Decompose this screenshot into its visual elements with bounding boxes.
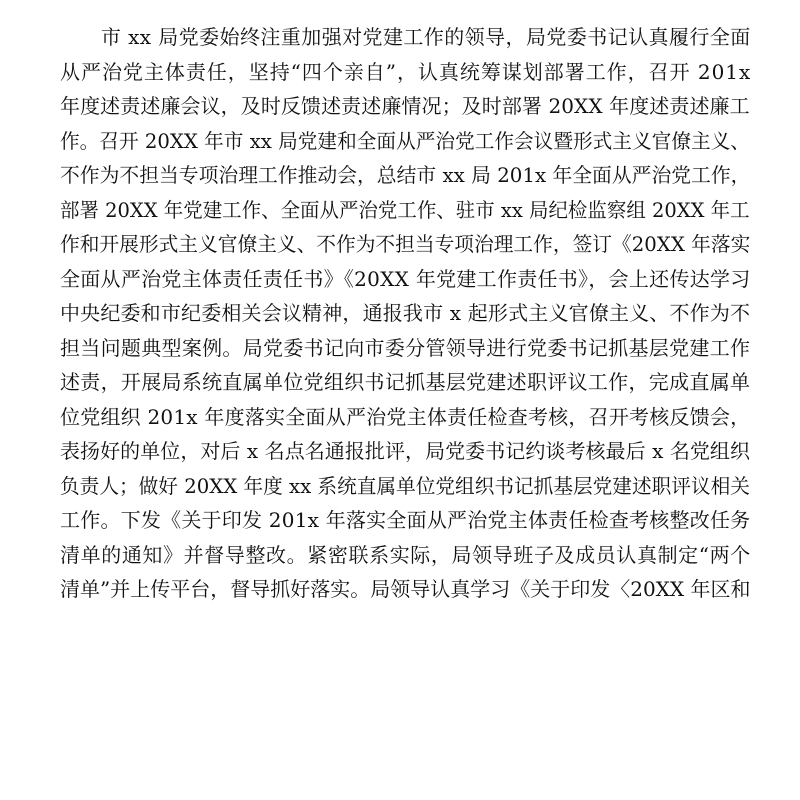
text-line-content: 负责人；做好 20XX 年度 xx 系统直属单位党组织书记抓基层党建述职评议相关 [60,473,750,498]
text-line [60,503,750,538]
text-line [60,434,750,469]
text-line [60,20,750,55]
text-line [60,296,750,331]
text-line [60,55,750,90]
text-line-content: 工作。下发《关于印发 201x 年落实全面从严治党主体责任检查考核整改任务 [60,508,751,532]
text-line-content: 清单的通知》并督导整改。紧密联系实际，局领导班子及成员认真制定“两个 [60,542,751,567]
text-line-content: 位党组织 201x 年度落实全面从严治党主体责任检查考核，召开考核反馈会， [60,404,751,429]
text-line [60,331,750,366]
text-line-content: 作。召开 20XX 年市 xx 局党建和全面从严治党工作会议暨形式主义官僚主义、 [60,128,750,153]
text-line-content: 部署 20XX 年党建工作、全面从严治党工作、驻市 xx 局纪检监察组 20XX 年工 [60,197,750,222]
text-line-content: 年度述责述廉会议，及时反馈述责述廉情况；及时部署 20XX 年度述责述廉工 [60,94,750,118]
text-line [60,193,750,228]
text-line [60,538,750,573]
text-line-content: 清单”并上传平台，督导抓好落实。局领导认真学习《关于印发〈20XX 年区和 [60,577,751,601]
text-line [60,365,750,400]
text-line [60,227,750,262]
text-line [60,89,750,124]
text-line [60,400,750,435]
text-line-content: 从严治党主体责任，坚持“四个亲自”，认真统筹谋划部署工作，召开 201x [60,59,752,84]
text-line [60,572,750,607]
text-line-content: 不作为不担当专项治理工作推动会，总结市 xx 局 201x 年全面从严治党工作， [60,163,751,187]
text-line [60,158,750,193]
text-line-content: 作和开展形式主义官僚主义、不作为不担当专项治理工作，签订《20XX 年落实 [60,232,751,256]
text-line-content: 全面从严治党主体责任责任书》《20XX 年党建工作责任书》，会上还传达学习 [60,266,751,291]
text-line [60,262,750,297]
document-body [60,20,750,607]
text-line-content: 担当问题典型案例。局党委书记向市委分管领导进行党委书记抓基层党建工作 [60,335,751,360]
text-line [60,124,750,159]
text-line-content: 市 xx 局党委始终注重加强对党建工作的领导，局党委书记认真履行全面 [60,25,751,49]
text-line-content: 中央纪委和市纪委相关会议精神，通报我市 x 起形式主义官僚主义、不作为不 [60,301,751,325]
text-line [60,469,750,504]
text-line-content: 述责，开展局系统直属单位党组织书记抓基层党建述职评议工作，完成直属单 [60,370,751,394]
text-line-content: 表扬好的单位，对后 x 名点名通报批评，局党委书记约谈考核最后 x 名党组织 [60,439,751,463]
